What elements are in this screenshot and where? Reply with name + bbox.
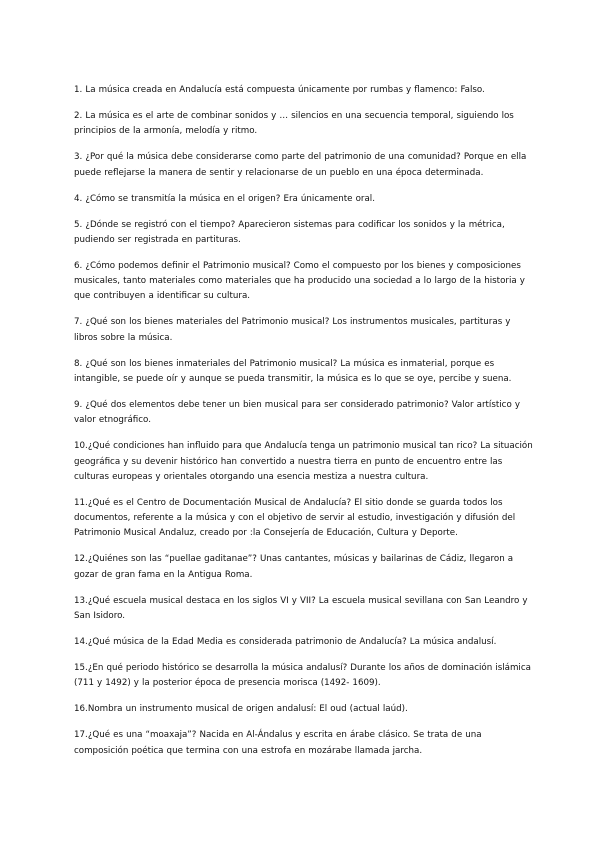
question-answer-item: 16.Nombra un instrumento musical de origen andalusí: El oud (actual laúd). [74, 704, 408, 715]
question-answer-item: 7. ¿Qué son los bienes materiales del Patrimonio musical? Los instrumentos musicales, partituras y libros sobre la música. [74, 317, 511, 343]
question-answer-item: 13.¿Qué escuela musical destaca en los siglos VI y VII? La escuela musical sevillana con San Leandro y San Isidoro. [74, 595, 528, 621]
question-answer-item: 1. La música creada en Andalucía está compuesta únicamente por rumbas y flamenco: Falso. [74, 85, 485, 95]
question-answer-item: 3. ¿Por qué la música debe considerarse como parte del patrimonio de una comunidad? Porque en ella puede reflejarse la manera de sentir y relacionarse de un pueblo en una época determinada. [74, 152, 527, 178]
question-answer-item: 10.¿Qué condiciones han influido para que Andalucía tenga un patrimonio musical tan rico? La situación geográfica y su devenir histórico han convertido a nuestra tierra en punto de encuentro entre las culturas europeas y orientales otorgando una esencia mestiza a nuestra cultura. [74, 441, 533, 482]
question-answer-item: 4. ¿Cómo se transmitía la música en el origen? Era únicamente oral. [74, 193, 375, 204]
question-answer-item: 11.¿Qué es el Centro de Documentación Musical de Andalucía? El sitio donde se guarda todos los documentos, referente a la música y con el objetivo de servir al estudio, investigación y difusión del Patrimonio Musical Andaluz, creado por :la Consejería de Educación, Cultura y Deporte. [74, 497, 516, 539]
question-answer-item: 8. ¿Qué son los bienes inmateriales del Patrimonio musical? La música es inmaterial, porque es intangible, se puede oír y aunque se pueda transmitir, la música es lo que se oye, percibe y suena. [74, 358, 512, 384]
question-answer-item: 12.¿Quiénes son las “puellae gaditanae”? Unas cantantes, músicas y bailarinas de Cádiz, llegaron a gozar de gran fama en la Antigua Roma. [74, 554, 514, 580]
question-answer-item: 2. La música es el arte de combinar sonidos y … silencios en una secuencia temporal, siguiendo los principios de la armonía, melodía y ritmo. [74, 110, 514, 137]
question-answer-item: 15.¿En qué periodo histórico se desarrolla la música andalusí? Durante los años de dominación islámica (711 y 1492) y la posterior época de presencia morisca (1492- 1609). [74, 662, 531, 689]
question-answer-item: 6. ¿Cómo podemos definir el Patrimonio musical? Como el compuesto por los bienes y composiciones musicales, tanto materiales como materiales que ha producido una sociedad a lo largo de la historia y que contribuyen a identificar su cultura. [74, 260, 525, 302]
question-answer-item: 17.¿Qué es una “moaxaja”? Nacida en Al-Ándalus y escrita en árabe clásico. Se trata de una composición poética que termina con una estrofa en mozárabe llamada jarcha. [74, 730, 482, 756]
question-answer-item: 14.¿Qué música de la Edad Media es considerada patrimonio de Andalucía? La música andalusí. [74, 636, 497, 647]
question-answer-item: 5. ¿Dónde se registró con el tiempo? Aparecieron sistemas para codificar los sonidos y la métrica, pudiendo ser registrada en partituras. [74, 219, 505, 245]
question-answer-item: 9. ¿Qué dos elementos debe tener un bien musical para ser considerado patrimonio? Valor artístico y valor etnográfico. [74, 399, 520, 426]
question-answer-list [74, 83, 534, 769]
